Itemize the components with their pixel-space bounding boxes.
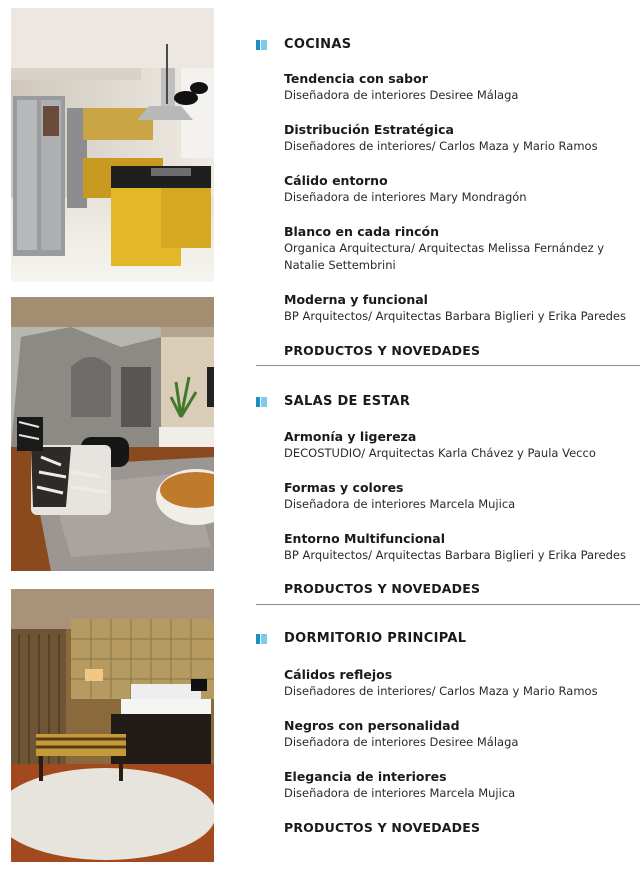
article-credit: Diseñadora de interiores Marcela Mujica bbox=[284, 497, 516, 511]
section-salas-de-estar bbox=[256, 394, 640, 596]
article-entry[interactable] bbox=[284, 666, 634, 700]
article-credit: Organica Arquitectura/ Arquitectas Melissa Fernández y Natalie Settembrini bbox=[284, 241, 605, 272]
living-room-photo bbox=[11, 297, 214, 571]
products-link[interactable]: PRODUCTOS Y NOVEDADES bbox=[284, 820, 481, 835]
products-link[interactable]: PRODUCTOS Y NOVEDADES bbox=[284, 581, 481, 596]
article-entry[interactable] bbox=[284, 70, 634, 104]
article-entry[interactable] bbox=[284, 717, 634, 751]
section-title[interactable]: DORMITORIO PRINCIPAL bbox=[284, 631, 467, 646]
article-entry[interactable] bbox=[284, 479, 634, 513]
article-title: Formas y colores bbox=[284, 480, 404, 495]
article-title: Moderna y funcional bbox=[284, 292, 428, 307]
article-title: Entorno Multifuncional bbox=[284, 531, 446, 546]
article-title: Distribución Estratégica bbox=[284, 122, 454, 137]
article-title: Armonía y ligereza bbox=[284, 429, 417, 444]
article-credit: Diseñadora de interiores Mary Mondragón bbox=[284, 190, 527, 204]
section-title[interactable]: SALAS DE ESTAR bbox=[284, 394, 411, 409]
section-divider bbox=[256, 604, 640, 605]
article-credit: BP Arquitectos/ Arquitectas Barbara Biglieri y Erika Paredes bbox=[284, 309, 626, 323]
article-entry[interactable] bbox=[284, 121, 634, 155]
section-divider bbox=[256, 365, 640, 366]
section-cocinas bbox=[256, 37, 640, 358]
section-marker-icon bbox=[256, 634, 267, 644]
article-title: Cálido entorno bbox=[284, 173, 388, 188]
article-entry[interactable] bbox=[284, 768, 634, 802]
article-title: Negros con personalidad bbox=[284, 718, 460, 733]
article-credit: Diseñadores de interiores/ Carlos Maza y Mario Ramos bbox=[284, 139, 598, 153]
article-title: Blanco en cada rincón bbox=[284, 224, 440, 239]
article-entry[interactable] bbox=[284, 530, 634, 564]
section-title[interactable]: COCINAS bbox=[284, 37, 352, 52]
section-dormitorio-principal bbox=[256, 631, 640, 835]
article-entry[interactable] bbox=[284, 291, 634, 325]
article-credit: DECOSTUDIO/ Arquitectas Karla Chávez y Paula Vecco bbox=[284, 446, 596, 460]
bedroom-photo bbox=[11, 589, 214, 862]
products-link[interactable]: PRODUCTOS Y NOVEDADES bbox=[284, 343, 481, 358]
section-marker-icon bbox=[256, 40, 267, 50]
article-title: Cálidos reflejos bbox=[284, 667, 393, 682]
section-marker-icon bbox=[256, 397, 267, 407]
kitchen-photo bbox=[11, 8, 214, 282]
article-entry[interactable] bbox=[284, 223, 624, 274]
article-title: Elegancia de interiores bbox=[284, 769, 447, 784]
article-entry[interactable] bbox=[284, 428, 634, 462]
article-credit: Diseñadores de interiores/ Carlos Maza y Mario Ramos bbox=[284, 684, 598, 698]
article-credit: Diseñadora de interiores Desiree Málaga bbox=[284, 735, 519, 749]
article-credit: Diseñadora de interiores Marcela Mujica bbox=[284, 786, 516, 800]
article-credit: BP Arquitectos/ Arquitectas Barbara Biglieri y Erika Paredes bbox=[284, 548, 626, 562]
article-title: Tendencia con sabor bbox=[284, 71, 428, 86]
article-credit: Diseñadora de interiores Desiree Málaga bbox=[284, 88, 519, 102]
article-entry[interactable] bbox=[284, 172, 634, 206]
